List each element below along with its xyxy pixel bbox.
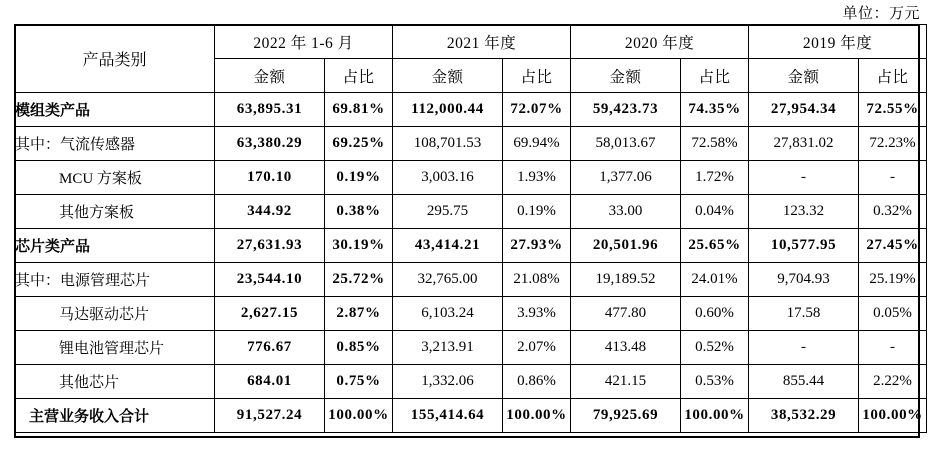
cell-amount: 2,627.15 — [215, 297, 325, 331]
cell-ratio: 0.19% — [503, 195, 571, 229]
row-label: 模组类产品 — [15, 93, 215, 127]
cell-ratio: 27.93% — [503, 229, 571, 263]
cell-amount: 33.00 — [571, 195, 681, 229]
cell-amount: 32,765.00 — [393, 263, 503, 297]
cell-amount: 63,895.31 — [215, 93, 325, 127]
cell-ratio: 24.01% — [681, 263, 749, 297]
cell-ratio: 0.52% — [681, 331, 749, 365]
cell-amount: 91,527.24 — [215, 399, 325, 433]
table-row — [15, 365, 927, 399]
cell-ratio: 100.00% — [503, 399, 571, 433]
row-label: 主营业务收入合计 — [15, 399, 215, 433]
column-subheader-ratio-2: 占比 — [681, 59, 749, 93]
cell-amount: - — [749, 161, 859, 195]
cell-ratio: 100.00% — [859, 399, 927, 433]
cell-ratio: 69.25% — [325, 127, 393, 161]
cell-amount: 1,332.06 — [393, 365, 503, 399]
cell-ratio: 0.85% — [325, 331, 393, 365]
column-subheader-amount-0: 金额 — [215, 59, 325, 93]
row-label: 锂电池管理芯片 — [15, 331, 215, 365]
cell-ratio: 100.00% — [325, 399, 393, 433]
row-label: MCU 方案板 — [15, 161, 215, 195]
cell-ratio: 0.04% — [681, 195, 749, 229]
cell-amount: 776.67 — [215, 331, 325, 365]
cell-amount: 38,532.29 — [749, 399, 859, 433]
cell-amount: 63,380.29 — [215, 127, 325, 161]
column-header-period-1: 2021 年度 — [393, 25, 571, 59]
cell-amount: 6,103.24 — [393, 297, 503, 331]
table-row — [15, 331, 927, 365]
table-row — [15, 127, 927, 161]
cell-amount: 23,544.10 — [215, 263, 325, 297]
cell-amount: 17.58 — [749, 297, 859, 331]
cell-amount: 108,701.53 — [393, 127, 503, 161]
row-label: 其他方案板 — [15, 195, 215, 229]
cell-ratio: 21.08% — [503, 263, 571, 297]
cell-amount: 58,013.67 — [571, 127, 681, 161]
table-row — [15, 399, 927, 433]
cell-amount: 43,414.21 — [393, 229, 503, 263]
cell-amount: - — [749, 331, 859, 365]
cell-ratio: 74.35% — [681, 93, 749, 127]
cell-ratio: 2.22% — [859, 365, 927, 399]
cell-ratio: 1.72% — [681, 161, 749, 195]
cell-amount: 855.44 — [749, 365, 859, 399]
cell-ratio: 0.38% — [325, 195, 393, 229]
column-subheader-ratio-3: 占比 — [859, 59, 927, 93]
cell-amount: 27,631.93 — [215, 229, 325, 263]
column-header-category: 产品类别 — [15, 25, 215, 93]
column-subheader-amount-2: 金额 — [571, 59, 681, 93]
cell-ratio: 0.53% — [681, 365, 749, 399]
row-label: 马达驱动芯片 — [15, 297, 215, 331]
cell-amount: 1,377.06 — [571, 161, 681, 195]
cell-ratio: 69.81% — [325, 93, 393, 127]
cell-amount: 9,704.93 — [749, 263, 859, 297]
cell-ratio: 3.93% — [503, 297, 571, 331]
cell-amount: 684.01 — [215, 365, 325, 399]
cell-ratio: 30.19% — [325, 229, 393, 263]
table-row — [15, 195, 927, 229]
cell-amount: 59,423.73 — [571, 93, 681, 127]
table-body — [15, 93, 927, 433]
cell-amount: 27,831.02 — [749, 127, 859, 161]
cell-ratio: 0.60% — [681, 297, 749, 331]
table-row — [15, 161, 927, 195]
cell-ratio: - — [859, 161, 927, 195]
cell-ratio: 69.94% — [503, 127, 571, 161]
cell-amount: 155,414.64 — [393, 399, 503, 433]
cell-amount: 3,213.91 — [393, 331, 503, 365]
cell-amount: 344.92 — [215, 195, 325, 229]
cell-amount: 477.80 — [571, 297, 681, 331]
cell-ratio: 72.07% — [503, 93, 571, 127]
cell-ratio: 2.07% — [503, 331, 571, 365]
cell-amount: 170.10 — [215, 161, 325, 195]
table-row — [15, 297, 927, 331]
header-row-periods — [15, 25, 927, 59]
cell-amount: 123.32 — [749, 195, 859, 229]
column-subheader-ratio-0: 占比 — [325, 59, 393, 93]
cell-ratio: 0.32% — [859, 195, 927, 229]
cell-amount: 27,954.34 — [749, 93, 859, 127]
cell-ratio: 1.93% — [503, 161, 571, 195]
table-row — [15, 263, 927, 297]
table-head — [15, 25, 927, 93]
cell-ratio: 25.19% — [859, 263, 927, 297]
cell-amount: 295.75 — [393, 195, 503, 229]
cell-amount: 19,189.52 — [571, 263, 681, 297]
cell-ratio: 2.87% — [325, 297, 393, 331]
column-subheader-ratio-1: 占比 — [503, 59, 571, 93]
unit-note: 单位：万元 — [842, 6, 920, 22]
cell-amount: 3,003.16 — [393, 161, 503, 195]
row-label: 其中：电源管理芯片 — [15, 263, 215, 297]
cell-amount: 421.15 — [571, 365, 681, 399]
column-header-period-3: 2019 年度 — [749, 25, 927, 59]
column-header-period-0: 2022 年 1-6 月 — [215, 25, 393, 59]
cell-amount: 10,577.95 — [749, 229, 859, 263]
column-subheader-amount-1: 金额 — [393, 59, 503, 93]
cell-ratio: 0.19% — [325, 161, 393, 195]
cell-ratio: 0.86% — [503, 365, 571, 399]
table-row — [15, 229, 927, 263]
cell-ratio: 72.55% — [859, 93, 927, 127]
column-header-period-2: 2020 年度 — [571, 25, 749, 59]
cell-amount: 20,501.96 — [571, 229, 681, 263]
cell-amount: 112,000.44 — [393, 93, 503, 127]
cell-ratio: 0.75% — [325, 365, 393, 399]
cell-ratio: 25.72% — [325, 263, 393, 297]
cell-ratio: 100.00% — [681, 399, 749, 433]
table-row — [15, 93, 927, 127]
cell-ratio: - — [859, 331, 927, 365]
column-subheader-amount-3: 金额 — [749, 59, 859, 93]
cell-amount: 413.48 — [571, 331, 681, 365]
cell-ratio: 25.65% — [681, 229, 749, 263]
row-label: 其他芯片 — [15, 365, 215, 399]
cell-ratio: 72.23% — [859, 127, 927, 161]
cell-ratio: 0.05% — [859, 297, 927, 331]
cell-ratio: 72.58% — [681, 127, 749, 161]
row-label: 其中：气流传感器 — [15, 127, 215, 161]
row-label: 芯片类产品 — [15, 229, 215, 263]
revenue-breakdown-table — [14, 24, 927, 433]
cell-amount: 79,925.69 — [571, 399, 681, 433]
cell-ratio: 27.45% — [859, 229, 927, 263]
